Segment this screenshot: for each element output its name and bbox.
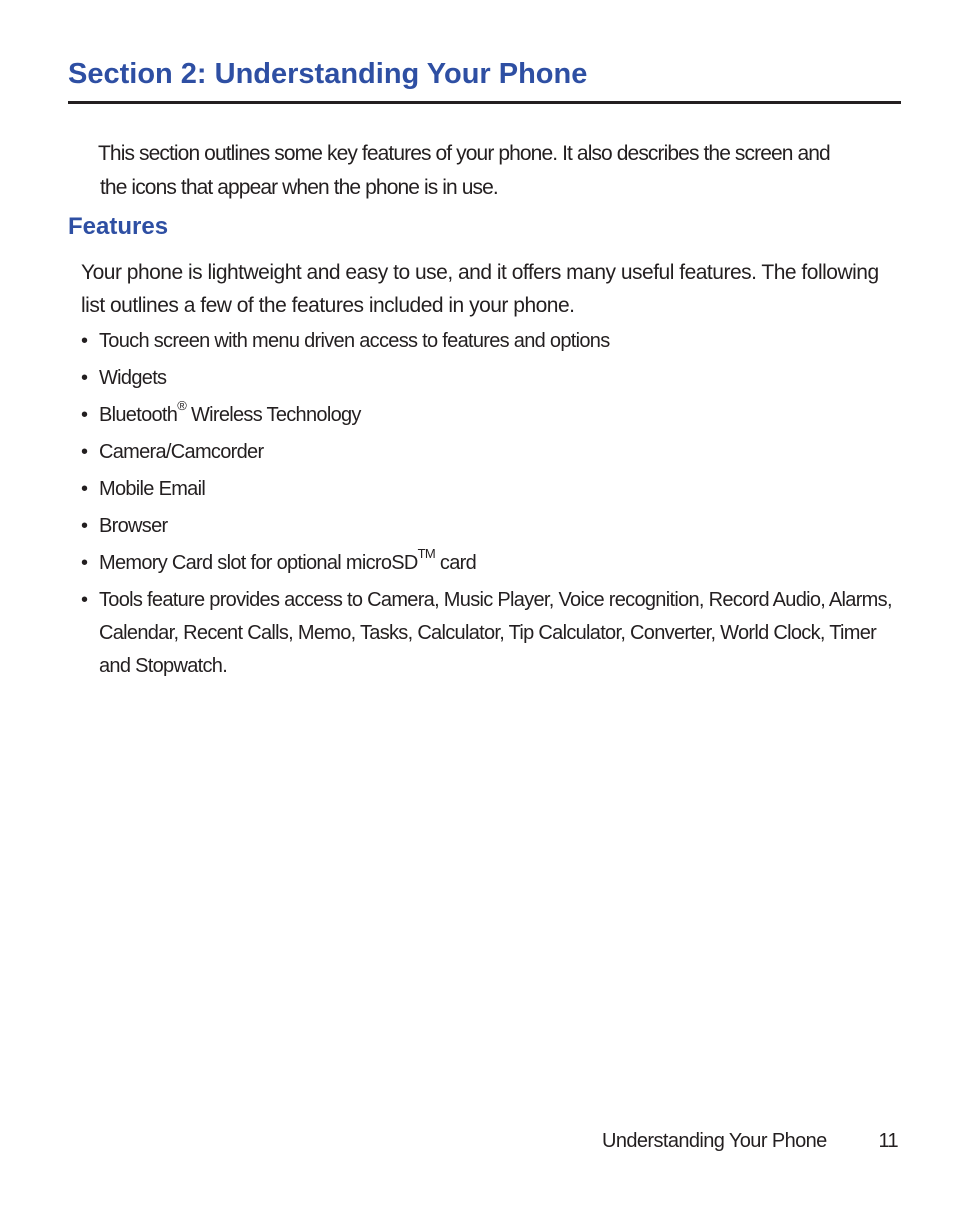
footer-title: Understanding Your Phone [602, 1130, 827, 1152]
list-item [81, 584, 901, 683]
list-item-text: Mobile Email [99, 478, 206, 500]
bullet: • [81, 589, 88, 611]
trademark-mark: TM [417, 546, 436, 562]
list-item-text: Camera/Camcorder [99, 441, 264, 463]
bullet: • [81, 552, 88, 574]
list-item-text-after: Wireless Technology [186, 404, 361, 426]
feature-list [81, 325, 901, 687]
list-item [81, 325, 901, 358]
list-item-text: Browser [99, 515, 168, 537]
list-item [81, 362, 901, 395]
bullet: • [81, 367, 88, 389]
bullet: • [81, 515, 88, 537]
features-heading: Features [68, 213, 169, 240]
list-item [81, 547, 901, 580]
list-item [81, 399, 901, 432]
list-item-text: Touch screen with menu driven access to features and options [99, 330, 610, 352]
intro-paragraph [98, 137, 908, 205]
bullet: • [81, 330, 88, 352]
list-item [81, 436, 901, 469]
bullet: • [81, 478, 88, 500]
list-item-text: Bluetooth [99, 404, 178, 426]
list-item-text-after: card [435, 552, 476, 574]
list-item-text: Tools feature provides access to Camera, Music Player, Voice recognition, Record Audio, Alarms, Calendar, Recent Calls, Memo, Tasks, Calculator, Tip Calculator, Converter, World Clock, Timer and Stopwatch. [99, 589, 892, 677]
list-item-text: Memory Card slot for optional microSD [99, 552, 418, 574]
list-item [81, 473, 901, 506]
intro-line-2: the icons that appear when the phone is in use. [100, 176, 498, 199]
page-footer [600, 1124, 900, 1158]
features-intro: Your phone is lightweight and easy to use, and it offers many useful features. The following list outlines a few of the features included in your phone. [81, 261, 879, 317]
bullet: • [81, 441, 88, 463]
intro-line-1: This section outlines some key features of your phone. It also describes the screen and [98, 142, 830, 165]
section-title: Section 2: Understanding Your Phone [68, 52, 901, 104]
page-number: 11 [878, 1130, 898, 1152]
list-item [81, 510, 901, 543]
registered-mark: ® [177, 398, 187, 414]
bullet: • [81, 404, 88, 426]
list-item-text: Widgets [99, 367, 167, 389]
